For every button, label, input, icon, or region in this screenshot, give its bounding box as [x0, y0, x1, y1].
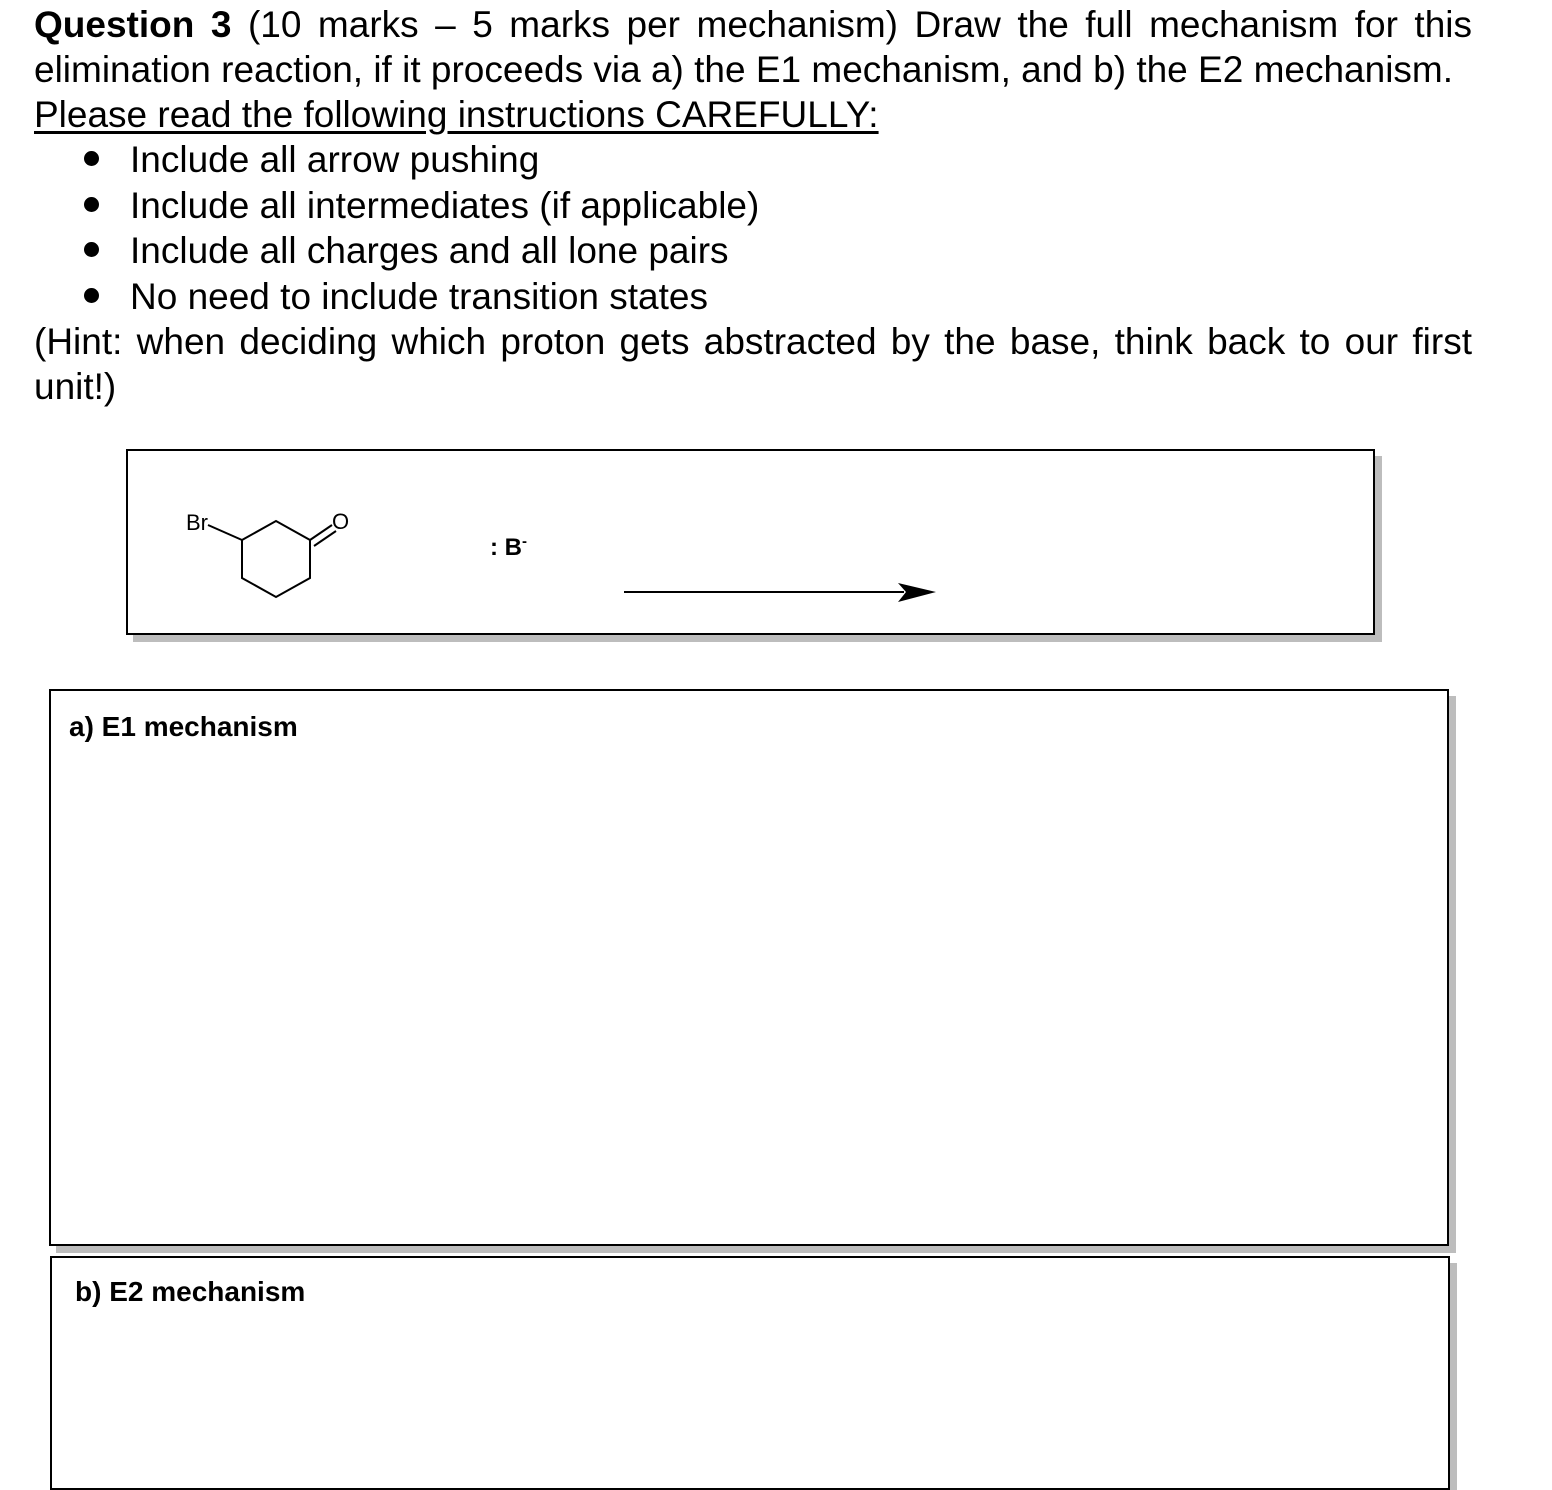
bullet-icon — [84, 151, 99, 166]
list-item — [34, 274, 1472, 320]
hint-text: (Hint: when deciding which proton gets abstracted by the base, think back to our first unit!) — [34, 321, 1472, 407]
list-item — [34, 228, 1472, 274]
carbonyl-bond-1 — [310, 525, 332, 540]
e1-answer-label: a) E1 mechanism — [69, 711, 298, 742]
question-number: Question 3 — [34, 4, 232, 45]
list-item-text: Include all charges and all lone pairs — [130, 230, 729, 271]
list-item-text: No need to include transition states — [130, 275, 708, 317]
bullet-icon — [84, 288, 99, 303]
oxygen-atom-label: O — [332, 509, 350, 534]
base-charge: - — [522, 533, 527, 550]
base-reagent — [490, 533, 527, 562]
question-intro — [34, 2, 1472, 92]
list-item — [34, 183, 1472, 229]
list-item-text: Include all arrow pushing — [130, 139, 540, 180]
reaction-scheme — [128, 451, 1373, 633]
instruction-list — [34, 137, 1472, 319]
e2-answer-label: b) E2 mechanism — [75, 1276, 306, 1307]
question-block — [34, 2, 1472, 409]
e1-answer-box[interactable] — [49, 689, 1449, 1246]
cyclohexane-ring — [242, 521, 310, 597]
reaction-scheme-box — [126, 449, 1375, 635]
instructions-heading: Please read the following instructions CAREFULLY: — [34, 94, 879, 135]
bullet-icon — [84, 197, 99, 212]
c-br-bond — [208, 525, 242, 540]
e2-answer-box[interactable] — [50, 1256, 1450, 1490]
base-reagent-text: : B — [490, 534, 522, 561]
bromine-atom-label: Br — [186, 510, 208, 535]
question-text: (10 marks – 5 marks per mechanism) Draw the full mechanism for this elimination reaction, if it proceeds via a) the E1 mechanism, and b) the E2 mechanism. — [34, 4, 1473, 90]
reaction-arrow-icon — [624, 583, 936, 602]
list-item — [34, 137, 1472, 183]
list-item-text: Include all intermediates (if applicable) — [130, 184, 760, 226]
bullet-icon — [84, 242, 99, 257]
cyclohexanone-structure — [208, 521, 336, 597]
